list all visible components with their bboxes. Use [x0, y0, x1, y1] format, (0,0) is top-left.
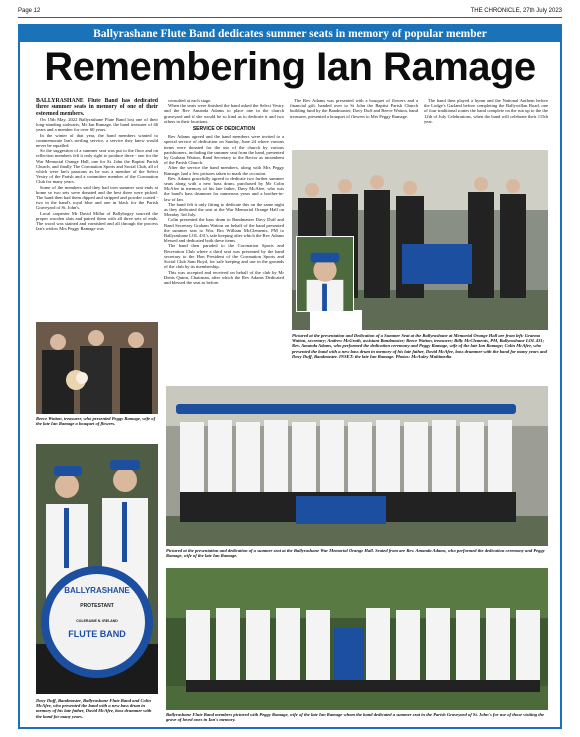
- drum-lettering: [52, 576, 142, 668]
- article-column-2: [164, 98, 284, 378]
- paragraph: consulted at each stage.: [168, 98, 212, 103]
- headline: Remembering Ian Ramage: [44, 45, 536, 89]
- paragraph: The band then paraded to the Coronation Sports and Recreation Club where a third seat was presented by the band secretary to the Hon President of the Coronation Sports and Social Club Sam Boyd, for safe keeping and use in the grounds of the club by its membership.: [164, 243, 284, 270]
- paragraph: Rev. Adams gracefully agreed to dedicate two further summer seats along with a new bass drum, purchased by Mr Colin McAfee in memory of his late father, Davy McAfee, who was the band's bass drummer for numerous years and a brother-in-law of Ian.: [164, 175, 284, 202]
- page-header: [18, 8, 562, 18]
- page-number: Page 12: [18, 8, 41, 14]
- publication-date: THE CHRONICLE, 27th July 2023: [470, 8, 562, 14]
- caption-top-right: Pictured at the presentation and Dedication of a Summer Seat at the Ballyrashane at Memorial Orange Hall are from left: Graema Watton, secretary; Andrew McGrath, assistant Bandmaster; Reece Watton, treasurer; Billy McClements, PM, Ballyrashane LOL 431; Rev. Amanda Adams, who performed the dedication ceremony and Peggy Ramage, wife of the late Ian Ramage; Colin McAfee, who presented the band with a new bass drum in memory of his late father, David McAfee, bass drummer with the band for many years and Davy Duff, Bandmaster. INSET: the late Ian Ramage. Photos: McAuley Multimedia: [292, 333, 547, 359]
- paragraph: Some of the members said they had iron summer seat ends at home so two sets were donated and the best three were picked. The band then had them dipped and stripped and powder coated - two in the band's royal blue and one in black for the Parish Graveyard of St. John's.: [36, 184, 158, 211]
- paragraph: This was accepted and received on behalf of the club by Mr Denis Quinn, Chairman, after which the Rev Adams Dedicated and blessed the seat as before.: [164, 269, 284, 285]
- paragraph: Colin presented the bass drum to Bandmaster Davy Duff and Band Secretary Graham Watton on behalf of the band presented the summer seat to Wor. Bro William McClements, PM to Ballyrashane LOL 431's safe keeping after which the Rev Adams blessed and dedicated both these items.: [164, 217, 284, 244]
- paragraph: After the service the band members, along with Mrs Peggy Ramage, had a few pictures taken to mark the occasion.: [164, 165, 284, 176]
- article-column-4: [424, 98, 548, 148]
- photo-graveyard-group: [166, 568, 548, 710]
- caption-left-bottom: Davy Duff, Bandmaster, Ballyrashane Flute Band and Colin McAfee, who presented the band with a new bass drum in memory of his late father, David McAfee, bass drummer with the band for many years.: [36, 698, 152, 719]
- paragraph: The band felt it only fitting to dedicate this on the same night as they dedicated the seat at the War Memorial Orange Hall on Monday 3rd July.: [164, 201, 284, 218]
- drum-top-text: BALLYRASHANE: [64, 586, 130, 595]
- paragraph: The band then played a hymn and the National Anthem before the Lodge's Garland before completing the Ballywillan Road, one of four traditional routes the band complete on the run up to the the 12th of July Celebrations, when the band will celebrate their 115th year.: [424, 98, 548, 124]
- section-heading: SERVICE OF DEDICATION: [192, 126, 256, 133]
- strapline: Ballyrashane Flute Band dedicates summer seats in memory of popular member: [20, 26, 560, 42]
- article-column-1: [36, 98, 158, 320]
- paragraph: When the seats were finished the band asked the Select Vestry and the Rev Amanda Adams to place one in the church graveyard and if she would be so kind as to dedicate it and two others in their locations.: [164, 103, 284, 124]
- drum-sub-text: COLERAINE N. IRELAND: [76, 619, 118, 623]
- photo-inset-ian-ramage: [296, 236, 354, 312]
- paragraph: On 15th May, 2022 Ballyrashane Flute Band lost one of their long-standing stalwarts, Mr Ian Ramage, the band treasurer of 46 years and a member for over 60 years.: [36, 116, 158, 133]
- paragraph: In the winter of that year, the band members wanted to commemorate Ian's sterling service, a service they knew would never be equalled.: [36, 132, 158, 148]
- article-column-3: [290, 98, 418, 148]
- caption-left-mid: Reece Watton, treasurer, who presented Peggy Ramage, wife of the late Ian Ramage a bouquet of flowers.: [36, 416, 156, 427]
- caption-bottom: Ballyrashane Flute Band members pictured with Peggy Ramage, wife of the late Ian Ramage whom the band dedicated a summer seat in the Parish Graveyard of St. John's for use of those visiting the grave of loved ones in Ian's memory.: [166, 712, 545, 723]
- paragraph: BALLYRASHANE Flute Band has dedicated three summer seats in memory of one of their esteemed members.: [36, 98, 158, 117]
- paragraph: So the suggestion of a summer seat was put to the floor and on reflection members felt it only right to produce three - one for the War Memorial Orange Hall, one for St. John the Baptist Parish Church, and finally The Coronation Sports and Social Club, all of which were Ian's passions as he was a member of the Select Vestry of the Parish and a committee member of the Coronation Club for many years.: [36, 148, 158, 185]
- paragraph: Rev Adams agreed and the band members were invited to a special service of dedication on Sunday, June 24 where various items were donated for the use of the church by various parishioners, including the summer seat from the band, presented by Graham Watton, Band Secretary to the Rector as incumbent of the Parish Church.: [164, 134, 284, 166]
- paragraph: Local carpenter Mr David Millar of Ballybogey sourced the proper wooden slats and paired them with all three sets of ends. The wood was stained and varnished and all through the process Ian's widow Mrs Peggy Ramage was: [36, 210, 158, 232]
- photo-flowers-presentation: [36, 322, 158, 414]
- drum-mid-text: PROTESTANT: [80, 603, 114, 609]
- caption-middle: Pictured at the presentation and dedication of a summer seat at the Ballyrashane War Memorial Orange Hall. Seated from are Rev. Amanda Adams, who performed the dedication ceremony and Peggy Ramage, wife of the late Ian Ramage.: [166, 548, 545, 559]
- photo-orange-hall-group: [166, 386, 548, 546]
- drum-bottom-text: FLUTE BAND: [68, 629, 126, 639]
- paragraph: The Rev Adams was presented with a bouquet of flowers and a financial gift, handed over to St John the Baptist Parish Church building fund by the Bandmaster, Davy Duff and Reece Watton, band treasurer, presented a bouquet of flowers to Mrs Peggy Ramage.: [290, 98, 418, 119]
- article-frame: [18, 24, 562, 729]
- photo-bass-drum: [36, 444, 158, 694]
